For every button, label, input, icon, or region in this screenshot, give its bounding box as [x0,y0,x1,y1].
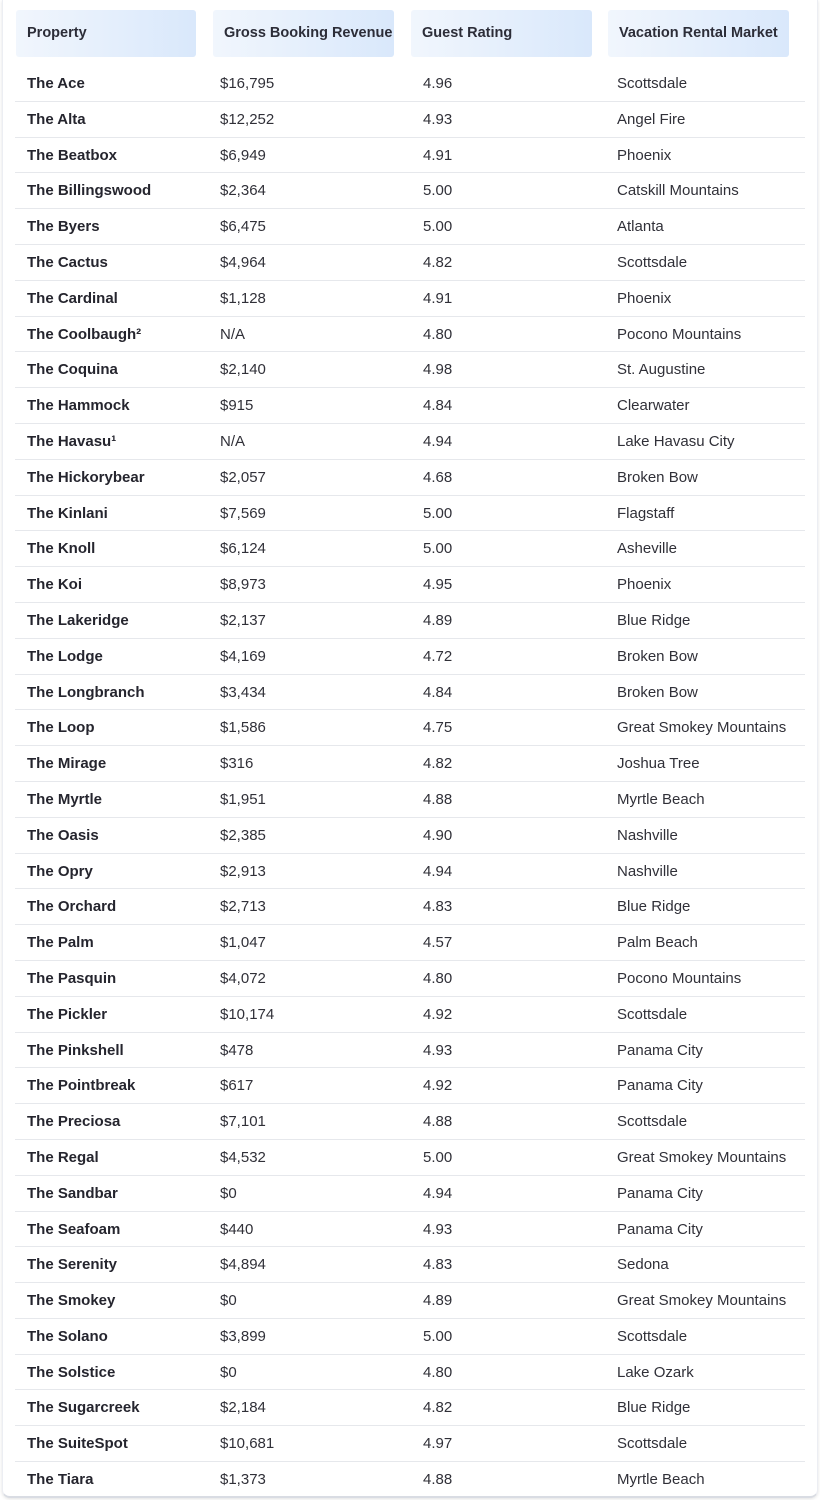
market-cell: Joshua Tree [617,755,700,773]
rating-cell: 4.91 [423,146,453,164]
property-cell: The Sugarcreek [27,1399,140,1417]
revenue-cell: $2,057 [220,468,266,486]
rating-cell: 4.84 [423,397,453,415]
rating-cell: 4.83 [423,898,453,916]
property-cell: The Lodge [27,647,103,665]
market-cell: Clearwater [617,397,690,415]
revenue-cell: $4,964 [220,253,266,271]
market-cell: Panama City [617,1077,703,1095]
revenue-cell: $4,894 [220,1256,266,1274]
table-row [15,1033,805,1069]
property-cell: The Pointbreak [27,1077,136,1095]
table-row [15,710,805,746]
revenue-cell: $10,174 [220,1005,275,1023]
property-cell: The Smokey [27,1292,116,1310]
table-row [15,567,805,603]
property-cell: The Seafoam [27,1220,121,1238]
revenue-cell: $8,973 [220,576,266,594]
property-cell: The Ace [27,75,85,92]
property-cell: The Pinkshell [27,1041,124,1059]
market-cell: Pocono Mountains [617,325,742,343]
rating-cell: 4.89 [423,1292,453,1310]
market-cell: Blue Ridge [617,898,691,916]
market-cell: Pocono Mountains [617,969,742,987]
revenue-cell: $4,532 [220,1148,266,1166]
market-cell: Great Smokey Mountains [617,719,787,737]
property-cell: The Loop [27,719,95,737]
table-row [15,1212,805,1248]
property-cell: The Solano [27,1327,108,1345]
revenue-cell: $1,951 [220,790,266,808]
market-cell: Nashville [617,826,678,844]
table-row [15,997,805,1033]
property-cell: The Coquina [27,361,118,379]
property-cell: The SuiteSpot [27,1435,128,1453]
table-row [15,1390,805,1426]
property-cell: The Billingswood [27,182,152,200]
column-header-guest-rating: Guest Rating [411,10,592,57]
rating-cell: 4.92 [423,1005,453,1023]
revenue-cell: N/A [220,325,246,343]
table-row [15,1355,805,1391]
revenue-cell: $1,586 [220,719,266,737]
revenue-cell: $3,899 [220,1327,266,1345]
revenue-cell: $2,184 [220,1399,266,1417]
table-row [15,1176,805,1212]
table-row [15,352,805,388]
rating-cell: 5.00 [423,218,453,236]
table-row [15,1140,805,1176]
property-cell: The Hickorybear [27,468,145,486]
table-row [15,746,805,782]
revenue-cell: $7,569 [220,504,266,522]
table-row [15,496,805,532]
table-row [15,531,805,567]
table-row [15,173,805,209]
market-cell: Scottsdale [617,1435,688,1453]
rating-cell: 4.57 [423,934,453,952]
revenue-cell: $2,385 [220,826,266,844]
revenue-cell: $0 [220,1184,237,1202]
rating-cell: 4.80 [423,1363,453,1381]
market-cell: Phoenix [617,289,672,307]
rating-cell: 4.92 [423,1077,453,1095]
market-cell: Palm Beach [617,934,698,952]
table-row [15,603,805,639]
table-body [3,66,817,1498]
table-row [15,1104,805,1140]
rating-cell: 5.00 [423,1148,453,1166]
market-cell: Lake Ozark [617,1363,694,1381]
table-row [15,925,805,961]
revenue-cell: $2,137 [220,611,266,629]
market-cell: Broken Bow [617,683,698,701]
market-cell: Panama City [617,1220,703,1238]
property-cell: The Koi [27,576,82,594]
table-row [15,245,805,281]
table-row [15,1283,805,1319]
table-row [15,281,805,317]
market-cell: Atlanta [617,218,664,236]
property-cell: The Alta [27,110,86,128]
column-header-vacation-rental-market: Vacation Rental Market [608,10,789,57]
market-cell: Blue Ridge [617,611,691,629]
property-cell: The Sandbar [27,1184,118,1202]
property-cell: The Pasquin [27,969,117,987]
revenue-cell: $2,140 [220,361,266,379]
revenue-cell: $10,681 [220,1435,275,1453]
revenue-cell: $16,795 [220,75,275,92]
market-cell: Myrtle Beach [617,790,705,808]
revenue-cell: $915 [220,397,254,415]
rating-cell: 5.00 [423,504,453,522]
market-cell: Scottsdale [617,1327,688,1345]
rating-cell: 4.80 [423,325,453,343]
rating-cell: 4.88 [423,790,453,808]
table-row [15,818,805,854]
market-cell: Lake Havasu City [617,432,735,450]
rating-cell: 4.93 [423,1041,453,1059]
property-cell: The Coolbaugh² [27,325,142,343]
properties-table [2,0,818,1498]
table-row [15,424,805,460]
rating-cell: 4.82 [423,755,453,773]
rating-cell: 4.93 [423,1220,453,1238]
revenue-cell: $2,713 [220,898,266,916]
property-cell: The Regal [27,1148,99,1166]
table-row [15,138,805,174]
market-cell: Scottsdale [617,1113,688,1131]
rating-cell: 4.94 [423,432,453,450]
revenue-cell: $440 [220,1220,254,1238]
rating-cell: 4.82 [423,1399,453,1417]
table-row [15,388,805,424]
property-cell: The Tiara [27,1471,94,1489]
property-cell: The Preciosa [27,1113,121,1131]
property-cell: The Beatbox [27,146,118,164]
rating-cell: 4.72 [423,647,453,665]
table-row [15,639,805,675]
market-cell: Nashville [617,862,678,880]
market-cell: Phoenix [617,146,672,164]
revenue-cell: $316 [220,755,254,773]
market-cell: St. Augustine [617,361,706,379]
revenue-cell: $6,475 [220,218,266,236]
revenue-cell: $6,949 [220,146,266,164]
revenue-cell: $12,252 [220,110,275,128]
table-row [15,102,805,138]
rating-cell: 5.00 [423,1327,453,1345]
rating-cell: 4.97 [423,1435,453,1453]
revenue-cell: N/A [220,432,246,450]
table-row [15,889,805,925]
table-row [15,1426,805,1462]
revenue-cell: $1,047 [220,934,266,952]
rating-cell: 4.95 [423,576,453,594]
market-cell: Panama City [617,1184,703,1202]
rating-cell: 4.89 [423,611,453,629]
rating-cell: 4.88 [423,1113,453,1131]
property-cell: The Pickler [27,1005,108,1023]
market-cell: Panama City [617,1041,703,1059]
column-header-gross-booking-revenue: Gross Booking Revenue [213,10,394,57]
market-cell: Catskill Mountains [617,182,739,200]
table-row [15,1462,805,1498]
rating-cell: 5.00 [423,540,453,558]
revenue-cell: $2,364 [220,182,266,200]
rating-cell: 4.94 [423,862,453,880]
property-cell: The Kinlani [27,504,108,522]
market-cell: Great Smokey Mountains [617,1292,787,1310]
property-cell: The Havasu¹ [27,432,117,450]
market-cell: Sedona [617,1256,669,1274]
rating-cell: 5.00 [423,182,453,200]
table-row [15,209,805,245]
revenue-cell: $3,434 [220,683,266,701]
market-cell: Broken Bow [617,647,698,665]
property-cell: The Myrtle [27,790,103,808]
rating-cell: 4.90 [423,826,453,844]
market-cell: Phoenix [617,576,672,594]
revenue-cell: $4,072 [220,969,266,987]
table-row [15,1247,805,1283]
table-header [3,10,817,57]
rating-cell: 4.96 [423,75,453,92]
property-cell: The Cactus [27,253,108,271]
table-row [15,854,805,890]
revenue-cell: $7,101 [220,1113,266,1131]
property-cell: The Mirage [27,755,107,773]
table-row [15,782,805,818]
rating-cell: 4.68 [423,468,453,486]
table-row [15,460,805,496]
table-row [15,961,805,997]
property-cell: The Opry [27,862,93,880]
table-row [15,66,805,102]
rating-cell: 4.93 [423,110,453,128]
table-row [15,675,805,711]
market-cell: Scottsdale [617,253,688,271]
revenue-cell: $478 [220,1041,254,1059]
market-cell: Scottsdale [617,1005,688,1023]
market-cell: Asheville [617,540,678,558]
property-cell: The Byers [27,218,100,236]
property-cell: The Solstice [27,1363,116,1381]
property-cell: The Serenity [27,1256,118,1274]
property-cell: The Hammock [27,397,130,415]
rating-cell: 4.98 [423,361,453,379]
market-cell: Flagstaff [617,504,675,522]
rating-cell: 4.84 [423,683,453,701]
property-cell: The Palm [27,934,94,952]
rating-cell: 4.75 [423,719,453,737]
table-row [15,1068,805,1104]
property-cell: The Longbranch [27,683,145,701]
property-cell: The Cardinal [27,289,118,307]
table-row [15,1319,805,1355]
market-cell: Broken Bow [617,468,698,486]
column-header-property: Property [16,10,196,57]
revenue-cell: $0 [220,1292,237,1310]
property-cell: The Lakeridge [27,611,129,629]
revenue-cell: $2,913 [220,862,266,880]
rating-cell: 4.88 [423,1471,453,1489]
rating-cell: 4.94 [423,1184,453,1202]
rating-cell: 4.91 [423,289,453,307]
market-cell: Myrtle Beach [617,1471,705,1489]
market-cell: Blue Ridge [617,1399,691,1417]
revenue-cell: $1,373 [220,1471,266,1489]
rating-cell: 4.82 [423,253,453,271]
revenue-cell: $6,124 [220,540,266,558]
rating-cell: 4.80 [423,969,453,987]
property-cell: The Oasis [27,826,99,844]
market-cell: Angel Fire [617,110,686,128]
table-row [15,317,805,353]
property-cell: The Knoll [27,540,96,558]
revenue-cell: $0 [220,1363,237,1381]
rating-cell: 4.83 [423,1256,453,1274]
revenue-cell: $1,128 [220,289,266,307]
property-cell: The Orchard [27,898,117,916]
revenue-cell: $4,169 [220,647,266,665]
revenue-cell: $617 [220,1077,254,1095]
market-cell: Scottsdale [617,75,688,92]
market-cell: Great Smokey Mountains [617,1148,787,1166]
